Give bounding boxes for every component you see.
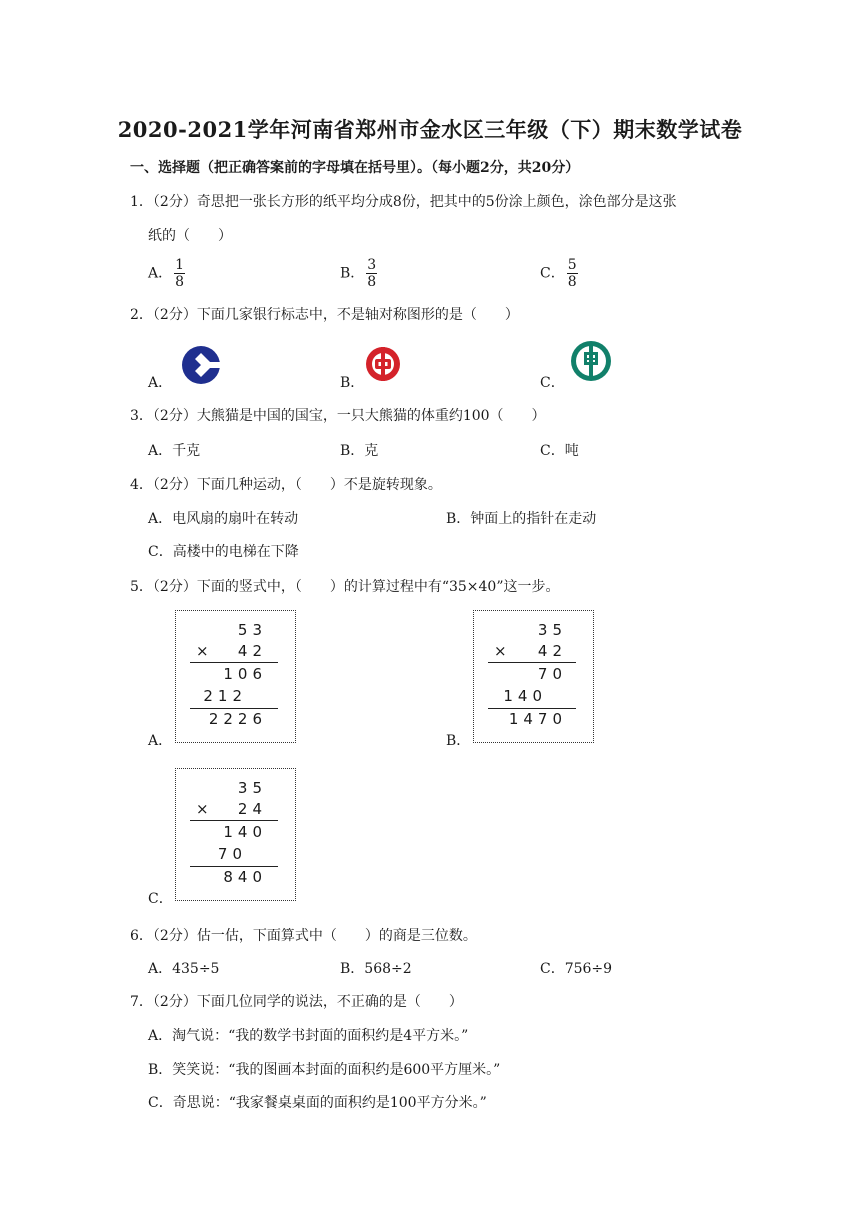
fraction <box>174 257 185 290</box>
partial-product-1: 106 <box>223 665 267 683</box>
rule-line <box>190 866 278 867</box>
rule-line <box>190 820 278 821</box>
agricultural-bank-logo-icon <box>570 340 612 382</box>
rule-line <box>190 662 278 663</box>
rule-line <box>488 708 576 709</box>
question-6-option-c[interactable]: C．756÷9 <box>540 961 613 977</box>
multiplier: 42 <box>237 642 267 660</box>
option-label: A． <box>148 265 173 282</box>
rule-line <box>190 708 278 709</box>
partial-product-2: 140 <box>503 687 547 705</box>
product-result: 2226 <box>208 710 267 728</box>
question-2-option-a[interactable]: A． <box>148 375 173 391</box>
question-3-option-b[interactable]: B．克 <box>340 443 379 459</box>
times-sign: × <box>196 800 214 818</box>
question-2-option-c[interactable]: C． <box>540 375 565 391</box>
fraction <box>366 257 377 290</box>
denominator: 8 <box>175 274 185 290</box>
times-sign: × <box>494 642 512 660</box>
question-5-text: 5．（2分）下面的竖式中，（ ）的计算过程中有“35×40”这一步。 <box>130 579 560 595</box>
question-4-option-c[interactable]: C．高楼中的电梯在下降 <box>148 544 299 560</box>
numerator: 3 <box>367 257 377 273</box>
option-label: B． <box>340 265 365 282</box>
question-6-option-a[interactable]: A．435÷5 <box>148 961 220 977</box>
partial-product-2: 212 <box>203 687 247 705</box>
question-5-option-b[interactable]: B． <box>446 733 471 749</box>
question-3-option-c[interactable]: C．吨 <box>540 443 579 459</box>
product-result: 1470 <box>508 710 567 728</box>
question-5-option-c[interactable]: C． <box>148 891 173 907</box>
rule-line <box>488 662 576 663</box>
denominator: 8 <box>367 274 377 290</box>
question-1-option-b[interactable] <box>340 257 377 290</box>
option-label: C． <box>540 265 565 282</box>
vertical-multiplication-a <box>175 610 296 743</box>
question-2-text: 2．（2分）下面几家银行标志中，不是轴对称图形的是（ ） <box>130 307 519 323</box>
vertical-multiplication-b <box>473 610 594 743</box>
question-7-option-c[interactable]: C．奇思说：“我家餐桌桌面的面积约是100平方分米。” <box>148 1095 487 1111</box>
times-sign: × <box>196 642 214 660</box>
denominator: 8 <box>567 274 577 290</box>
partial-product-1: 140 <box>223 823 267 841</box>
question-4-option-a[interactable]: A．电风扇的扇叶在转动 <box>148 511 299 527</box>
question-7-option-a[interactable]: A．淘气说：“我的数学书封面的面积约是4平方米。” <box>148 1028 469 1044</box>
section-heading: 一、选择题（把正确答案前的字母填在括号里）。（每小题2分，共20分） <box>130 160 580 176</box>
question-2-option-b[interactable]: B． <box>340 375 365 391</box>
partial-product-1: 70 <box>537 665 567 683</box>
question-1-option-a[interactable] <box>148 257 185 290</box>
question-1-text-cont: 纸的（ ） <box>148 228 232 244</box>
construction-bank-logo-icon <box>181 345 221 385</box>
multiplicand: 35 <box>537 621 567 639</box>
fraction <box>567 257 578 290</box>
question-3-text: 3．（2分）大熊猫是中国的国宝，一只大熊猫的体重约100（ ） <box>130 408 546 424</box>
multiplier: 42 <box>537 642 567 660</box>
question-7-option-b[interactable]: B．笑笑说：“我的图画本封面的面积约是600平方厘米。” <box>148 1062 501 1078</box>
partial-product-2: 70 <box>217 845 247 863</box>
product-result: 840 <box>223 868 267 886</box>
numerator: 1 <box>175 257 185 273</box>
multiplicand: 35 <box>237 779 267 797</box>
page-title: 2020-2021学年河南省郑州市金水区三年级（下）期末数学试卷 <box>117 117 743 142</box>
multiplier: 24 <box>237 800 267 818</box>
question-4-option-b[interactable]: B．钟面上的指针在走动 <box>446 511 597 527</box>
question-4-text: 4．（2分）下面几种运动，（ ）不是旋转现象。 <box>130 477 442 493</box>
question-1-option-c[interactable] <box>540 257 578 290</box>
vertical-multiplication-c <box>175 768 296 901</box>
question-3-option-a[interactable]: A．千克 <box>148 443 201 459</box>
question-7-text: 7．（2分）下面几位同学的说法，不正确的是（ ） <box>130 994 463 1010</box>
multiplicand: 53 <box>237 621 267 639</box>
question-5-option-a[interactable]: A． <box>148 733 173 749</box>
bank-of-china-logo-icon <box>365 346 401 382</box>
numerator: 5 <box>567 257 577 273</box>
question-6-text: 6．（2分）估一估，下面算式中（ ）的商是三位数。 <box>130 928 477 944</box>
question-1-text: 1．（2分）奇思把一张长方形的纸平均分成8份，把其中的5份涂上颜色，涂色部分是这张 <box>130 194 677 210</box>
question-6-option-b[interactable]: B．568÷2 <box>340 961 412 977</box>
